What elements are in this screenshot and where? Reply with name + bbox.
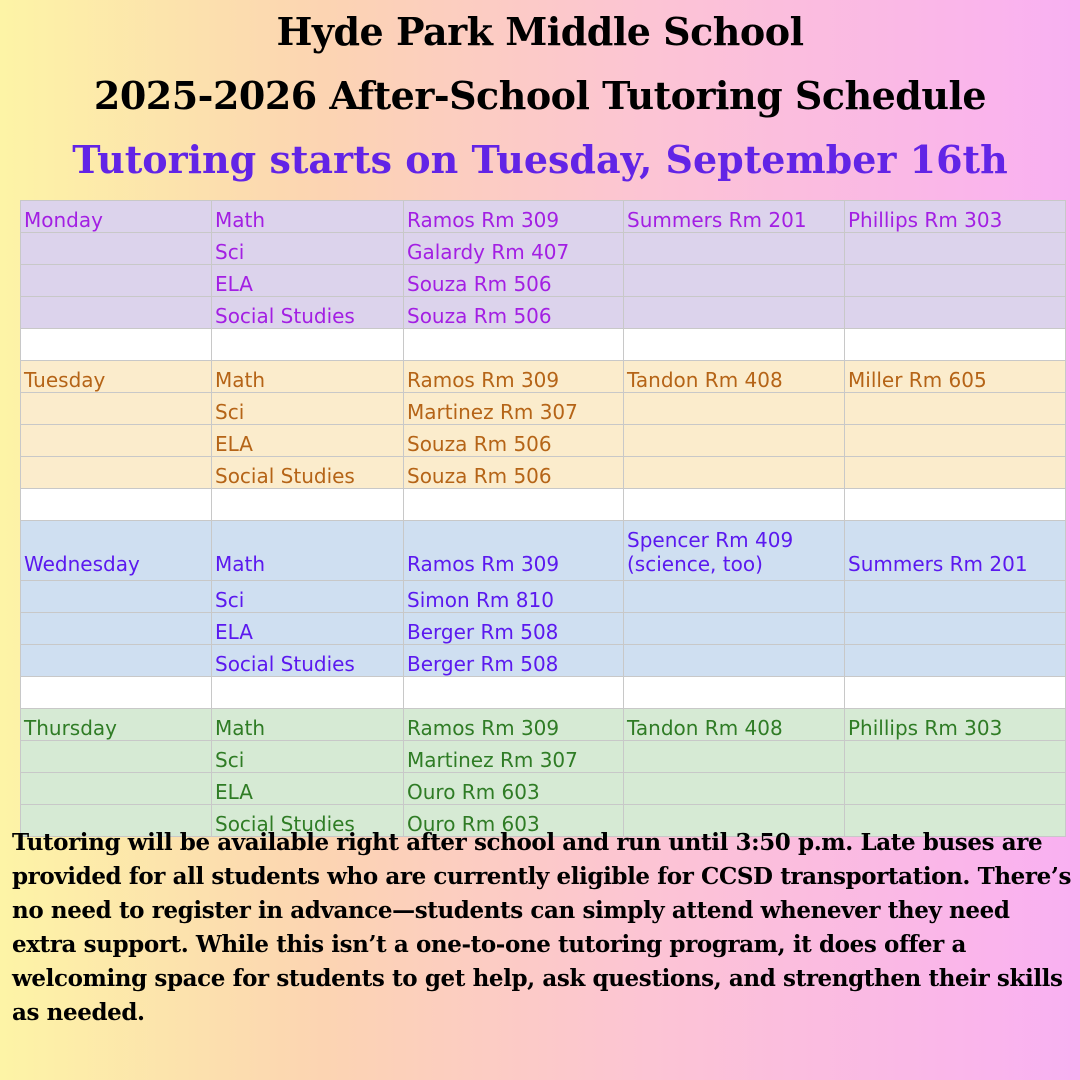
- tutor-cell: Tandon Rm 408: [624, 361, 845, 393]
- tutor-cell: [845, 645, 1066, 677]
- tutor-cell: Ouro Rm 603: [404, 805, 624, 837]
- subject-cell: Sci: [212, 741, 404, 773]
- tutor-cell: [624, 297, 845, 329]
- tutor-cell: Berger Rm 508: [404, 645, 624, 677]
- table-row: [21, 457, 1066, 489]
- tutor-cell: Martinez Rm 307: [404, 741, 624, 773]
- tutor-cell: Tandon Rm 408: [624, 709, 845, 741]
- start-date-note: Tutoring starts on Tuesday, September 16th: [72, 137, 1008, 182]
- subject-cell: Social Studies: [212, 297, 404, 329]
- tutor-cell: Ramos Rm 309: [404, 201, 624, 233]
- empty-cell: [21, 393, 212, 425]
- subject-cell: ELA: [212, 425, 404, 457]
- table-row: [21, 233, 1066, 265]
- empty-cell: [21, 645, 212, 677]
- table-row: [21, 297, 1066, 329]
- table-row: [21, 265, 1066, 297]
- tutor-cell: Summers Rm 201: [845, 521, 1066, 581]
- empty-cell: [21, 741, 212, 773]
- empty-cell: [21, 425, 212, 457]
- subject-cell: Sci: [212, 581, 404, 613]
- tutor-cell: [845, 265, 1066, 297]
- tutor-cell: Phillips Rm 303: [845, 201, 1066, 233]
- empty-cell: [21, 233, 212, 265]
- tutor-cell: [845, 581, 1066, 613]
- tutor-cell: Ramos Rm 309: [404, 521, 624, 581]
- table-row: [21, 645, 1066, 677]
- tutor-cell: [845, 297, 1066, 329]
- subject-cell: Sci: [212, 393, 404, 425]
- tutor-cell: Ouro Rm 603: [404, 773, 624, 805]
- tutor-cell: Ramos Rm 309: [404, 709, 624, 741]
- day-label: Tuesday: [21, 361, 212, 393]
- spacer-row: [21, 489, 1066, 521]
- tutor-cell: Galardy Rm 407: [404, 233, 624, 265]
- tutoring-schedule-table: [20, 200, 1066, 837]
- subject-cell: Social Studies: [212, 805, 404, 837]
- spacer-row: [21, 329, 1066, 361]
- table-row: [21, 393, 1066, 425]
- tutor-cell: Souza Rm 506: [404, 425, 624, 457]
- tutor-cell: [624, 773, 845, 805]
- table-row: [21, 581, 1066, 613]
- table-row: [21, 773, 1066, 805]
- tutor-cell: [624, 265, 845, 297]
- subject-cell: ELA: [212, 613, 404, 645]
- tutor-cell: Miller Rm 605: [845, 361, 1066, 393]
- tutor-cell: [845, 741, 1066, 773]
- tutor-cell: [845, 425, 1066, 457]
- tutor-cell: Martinez Rm 307: [404, 393, 624, 425]
- tutor-cell: Phillips Rm 303: [845, 709, 1066, 741]
- empty-cell: [21, 613, 212, 645]
- spacer-row: [21, 677, 1066, 709]
- tutor-cell: [624, 393, 845, 425]
- table-row: [21, 613, 1066, 645]
- subject-cell: ELA: [212, 773, 404, 805]
- tutor-cell: [845, 613, 1066, 645]
- tutor-cell: [624, 457, 845, 489]
- tutor-cell: [845, 393, 1066, 425]
- tutor-cell: Simon Rm 810: [404, 581, 624, 613]
- tutor-cell: [624, 233, 845, 265]
- tutor-cell: Spencer Rm 409 (science, too): [624, 521, 845, 581]
- empty-cell: [21, 457, 212, 489]
- subject-cell: ELA: [212, 265, 404, 297]
- day-label: Wednesday: [21, 521, 212, 581]
- tutoring-info-paragraph: Tutoring will be available right after school and run until 3:50 p.m. Late buses are provided for all students who are currently eligible for CCSD transportation. There’s no need to register in advance—students can simply attend whenever they need extra support. While this isn’t a one-to-one tutoring program, it does offer a welcoming space for students to get help, ask questions, and strengthen their skills as needed.: [12, 829, 1072, 1026]
- empty-cell: [21, 265, 212, 297]
- tutor-cell: [845, 233, 1066, 265]
- table-row: [21, 521, 1066, 581]
- subject-cell: Social Studies: [212, 645, 404, 677]
- tutor-cell: Souza Rm 506: [404, 457, 624, 489]
- tutor-cell: [624, 425, 845, 457]
- tutor-cell: Souza Rm 506: [404, 265, 624, 297]
- day-label: Monday: [21, 201, 212, 233]
- tutor-cell: Souza Rm 506: [404, 297, 624, 329]
- tutor-cell: [624, 613, 845, 645]
- tutor-cell: [624, 581, 845, 613]
- tutor-cell: [845, 457, 1066, 489]
- table-row: [21, 741, 1066, 773]
- tutor-cell: [845, 773, 1066, 805]
- table-row: [21, 361, 1066, 393]
- subject-cell: Math: [212, 201, 404, 233]
- school-name: Hyde Park Middle School: [276, 9, 804, 54]
- schedule-title: 2025-2026 After-School Tutoring Schedule: [93, 73, 987, 118]
- subject-cell: Math: [212, 521, 404, 581]
- day-label: Thursday: [21, 709, 212, 741]
- table-row: [21, 425, 1066, 457]
- tutor-cell: Ramos Rm 309: [404, 361, 624, 393]
- tutor-cell: Berger Rm 508: [404, 613, 624, 645]
- subject-cell: Sci: [212, 233, 404, 265]
- tutor-cell: [624, 741, 845, 773]
- table-row: [21, 709, 1066, 741]
- subject-cell: Math: [212, 709, 404, 741]
- empty-cell: [21, 297, 212, 329]
- empty-cell: [21, 773, 212, 805]
- subject-cell: Math: [212, 361, 404, 393]
- tutor-cell: [624, 645, 845, 677]
- tutor-cell: Summers Rm 201: [624, 201, 845, 233]
- table-row: [21, 201, 1066, 233]
- subject-cell: Social Studies: [212, 457, 404, 489]
- empty-cell: [21, 581, 212, 613]
